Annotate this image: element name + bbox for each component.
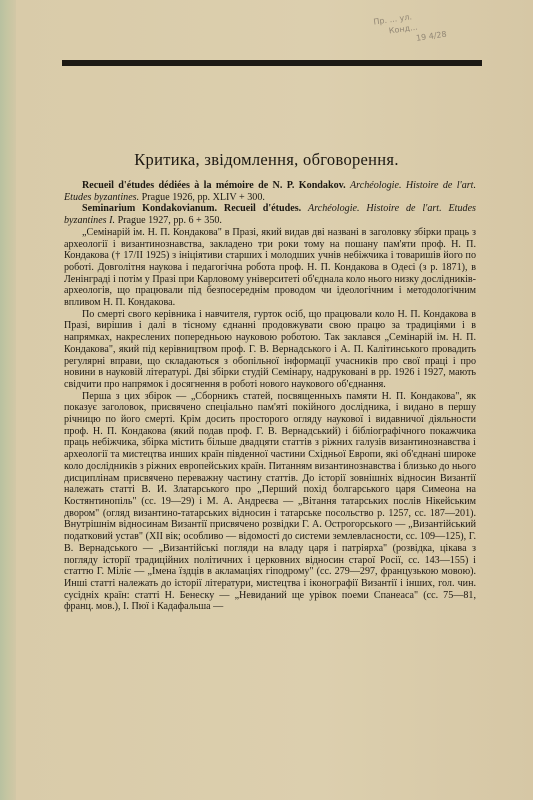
article-body	[64, 180, 476, 613]
reference-details: Archéologie. Histoire de l'art. Etudes byzantines.	[64, 180, 477, 203]
reference-entry	[64, 180, 476, 203]
pencil-line: 19 4/28	[415, 29, 448, 43]
reference-pub: Prague 1926, pp. XLIV + 300.	[141, 191, 265, 203]
pencil-line: Пр. ... ул.	[372, 12, 413, 27]
top-rule	[62, 60, 482, 66]
body-paragraph: По смерті свого керівника і навчителя, гурток осіб, що працювали коло Н. П. Кондакова в Празі, вирішив і далі в тісному єднанні продовжувати свою працю за традиціями і в напрямках, накреслених попередньою науковою роботою. Так заклався „Семінарій ім. Н. П. Кондакова", який під керівництвом проф. Г. В. Вернадського і А. П. Калітинського провадить регулярні вправи, що складаються з обопільної інформації учасників про свої праці і про новини в науковій літературі. Дві збірки студій Семінару, надруковані в рр. 1926 і 1927, мають свідчити про напрямок і досягнення в роботі нового наукового об'єднання.	[64, 308, 476, 390]
reference-title: Seminarium Kondakovianum. Recueil d'études.	[82, 203, 302, 215]
section-heading: Критика, звідомлення, обговорення.	[134, 150, 399, 169]
reference-entry	[64, 203, 476, 226]
reference-title: Recueil d'études dédiées à la mémoire de N. P. Kondakov.	[82, 180, 346, 191]
body-paragraph: Перша з цих збірок — „Сборникъ статей, посвященныхъ памяти Н. П. Кондакова", як показує заголовок, присвячено спеціально пам'яті покійного дослідника, і видано в першу річницю по його смерті. Крім досить просторого огляду наукової і видавничої діяльности проф. Н. П. Кондакова (який подав проф. Г. В. Вернадський) і бібліографічного покажчика праць небіжчика, збірка містить більше двадцяти статтів з ріжних галузів византинознавства і археології та мистецтва инших країн південної частини Східньої Европи, які об'єднані широке коло дослідників з ріжних европейських країн. Питанням византинознавства і близько до нього дисциплінам присвячено переважну частину статтів. До історії зовнішніх відносин Византії належать статті В. И. Златарського про „Перший похід болгарського царя Симеона на Костянтинопіль" (сс. 19—29) і М. А. Андреєва — „Вітання татарських послів Нікейським двором" (огляд византино-татарських відносин і татарське посольство р. 1257, сс. 187—201). Внутрішнім відносинам Византії присвячено розвідки Г. А. Острогорського — „Византійський податковий устав" (XII вік; особливо — відомості до системи землевласности, сс. 109—125), Г. В. Вернадського — „Византійські погляди на владу царя і патріярха" (розвідка, цікава з погляду історії традиційних політичних і церковних відносин старої Росії, сс. 143—155) і статтю Г. Міліє — „Імена їздців в акламаціях гіподрому" (сс. 279—297, французькою мовою). Инші статті належать до історії літератури, мистецтва і іконографії Византії і інших, гол. чин. сусідніх країн: статті Н. Бенеску — „Невиданий ще урівок поеми Спанеаса" (сс. 75—81, франц. мов.), І. Пюї і Кадафальша —	[64, 390, 476, 613]
body-paragraph: „Семінарій ім. Н. П. Кондакова" в Празі, який видав дві названі в заголовку збірки праць з археології і византинознавства, закладено три роки тому на пошану пам'яти проф. Н. П. Кондакова († 17/II 1925) з ініціятиви старших і молодших учнів небіжчика і товаришів його по роботі. Довголітня наукова і педагогічна робота проф. Н. П. Кондакова в Одесі (з р. 1871), в Ленінграді і потім у Празі при Карловому університеті об'єднала коло нього низку дослідників-археологів, що працювали під безпосереднім проводом чи ідеологічним і методологічним впливом Н. П. Кондакова.	[64, 226, 476, 309]
reference-details: Archéologie. Histoire de l'art. Etudes byzantines I.	[64, 203, 476, 227]
pencil-annotation	[373, 0, 502, 86]
page-spine	[0, 0, 16, 800]
pencil-line: Конд...	[388, 22, 419, 36]
reference-pub: Prague 1927, pp. 6 + 350.	[117, 215, 222, 227]
